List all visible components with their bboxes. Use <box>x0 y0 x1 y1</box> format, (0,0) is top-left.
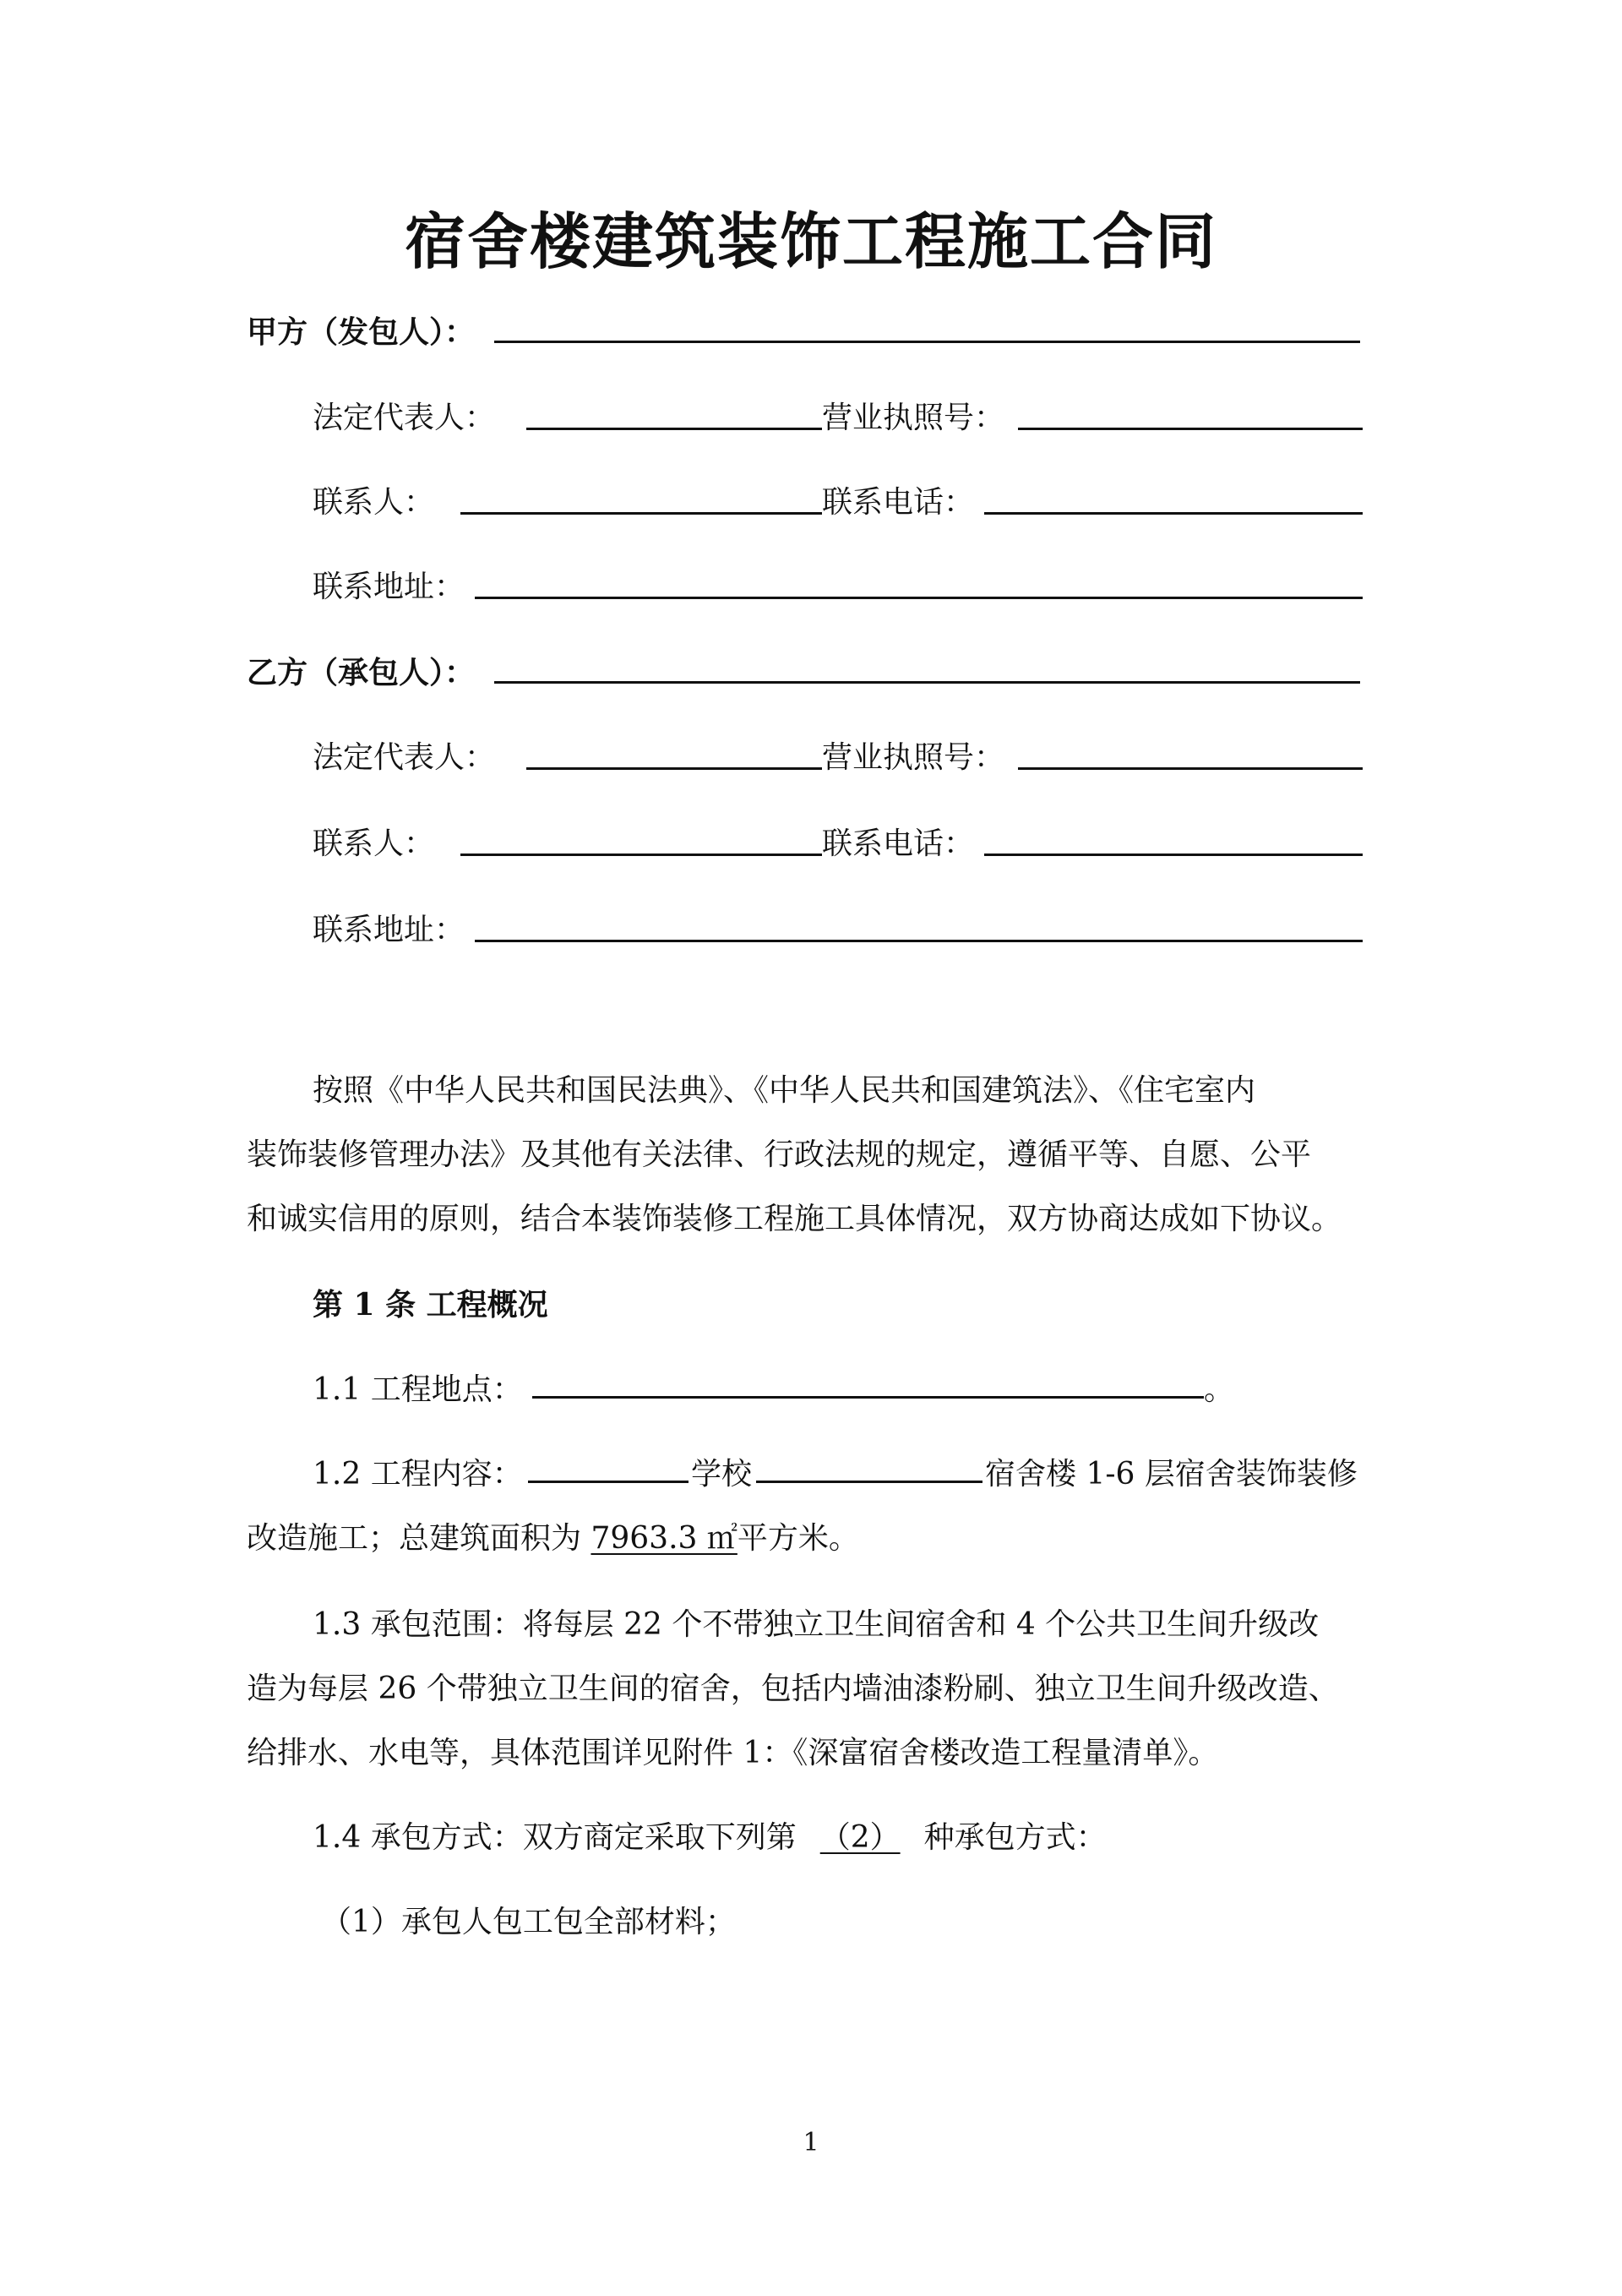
item-1-3-line-1: 1.3 承包范围：将每层 22 个不带独立卫生间宿舍和 4 个公共卫生间升级改 <box>313 1607 1320 1642</box>
item-1-2-line-2-b: 平方米。 <box>737 1521 859 1556</box>
party-a-legal-rep-label: 法定代表人： <box>313 401 496 435</box>
party-a-label: 甲方（发包人）： <box>247 314 476 350</box>
party-b-phone-field[interactable] <box>984 854 1363 856</box>
item-1-2-line-2 <box>247 1514 859 1557</box>
party-a-address-field[interactable] <box>475 597 1363 599</box>
item-1-1-label: 1.1 工程地点： <box>313 1372 523 1407</box>
party-a-name-field[interactable] <box>494 341 1360 343</box>
item-1-3-line-2: 造为每层 26 个带独立卫生间的宿舍，包括内墙油漆粉刷、独立卫生间升级改造、 <box>247 1672 1339 1706</box>
party-b-name-field[interactable] <box>494 681 1360 684</box>
party-a-address-label: 联系地址： <box>313 570 465 604</box>
party-b-address-label: 联系地址： <box>313 913 465 947</box>
party-b-license-label: 营业执照号： <box>822 740 1005 775</box>
party-b-license-field[interactable] <box>1018 767 1363 770</box>
party-a-license-label: 营业执照号： <box>822 401 1005 435</box>
party-a-phone-field[interactable] <box>984 512 1363 515</box>
item-1-4-a: 1.4 承包方式：双方商定采取下列第 <box>313 1820 797 1855</box>
party-a-contact-label: 联系人： <box>313 485 435 520</box>
party-b-contact-field[interactable] <box>460 854 822 856</box>
party-b-legal-rep-label: 法定代表人： <box>313 740 496 775</box>
article-1-heading: 第 1 条 工程概况 <box>313 1287 548 1323</box>
item-1-2-line-2-a: 改造施工；总建筑面积为 <box>247 1521 591 1556</box>
party-b-label: 乙方（承包人）： <box>247 655 476 690</box>
party-b-legal-rep-field[interactable] <box>526 767 822 770</box>
party-a-license-field[interactable] <box>1018 428 1363 430</box>
item-1-1-location-field[interactable] <box>532 1396 1204 1399</box>
party-b-contact-label: 联系人： <box>313 826 435 861</box>
total-area-value: 7963.3 ㎡ <box>591 1521 738 1556</box>
item-1-2-label: 1.2 工程内容： <box>313 1457 523 1492</box>
item-1-4 <box>313 1813 1107 1857</box>
option-1: （1）承包人包工包全部材料； <box>321 1905 736 1939</box>
party-b-phone-label: 联系电话： <box>822 826 975 861</box>
item-1-1-end: 。 <box>1204 1372 1235 1407</box>
preamble-line-1: 按照《中华人民共和国民法典》、《中华人民共和国建筑法》、《住宅室内 <box>313 1073 1256 1108</box>
item-1-2-school: 学校 <box>691 1457 753 1492</box>
preamble-line-2: 装饰装修管理办法》及其他有关法律、行政法规的规定，遵循平等、自愿、公平 <box>247 1137 1312 1172</box>
party-b-address-field[interactable] <box>475 940 1363 942</box>
document-title: 宿舍楼建筑装饰工程施工合同 <box>404 206 1217 277</box>
party-a-contact-field[interactable] <box>460 512 822 515</box>
contract-mode-choice: （2） <box>819 1820 901 1855</box>
item-1-4-b: 种承包方式： <box>923 1820 1107 1855</box>
party-a-legal-rep-field[interactable] <box>526 428 822 430</box>
item-1-2-blank-1[interactable] <box>528 1481 689 1483</box>
item-1-2-blank-2[interactable] <box>756 1481 982 1483</box>
preamble-line-3: 和诚实信用的原则，结合本装饰装修工程施工具体情况，双方协商达成如下协议。 <box>247 1202 1342 1236</box>
party-a-phone-label: 联系电话： <box>822 485 975 520</box>
page-number: 1 <box>803 2128 819 2157</box>
item-1-2-rest: 宿舍楼 1-6 层宿舍装饰装修 <box>985 1457 1358 1492</box>
item-1-3-line-3: 给排水、水电等，具体范围详见附件 1：《深富宿舍楼改造工程量清单》。 <box>247 1736 1219 1770</box>
